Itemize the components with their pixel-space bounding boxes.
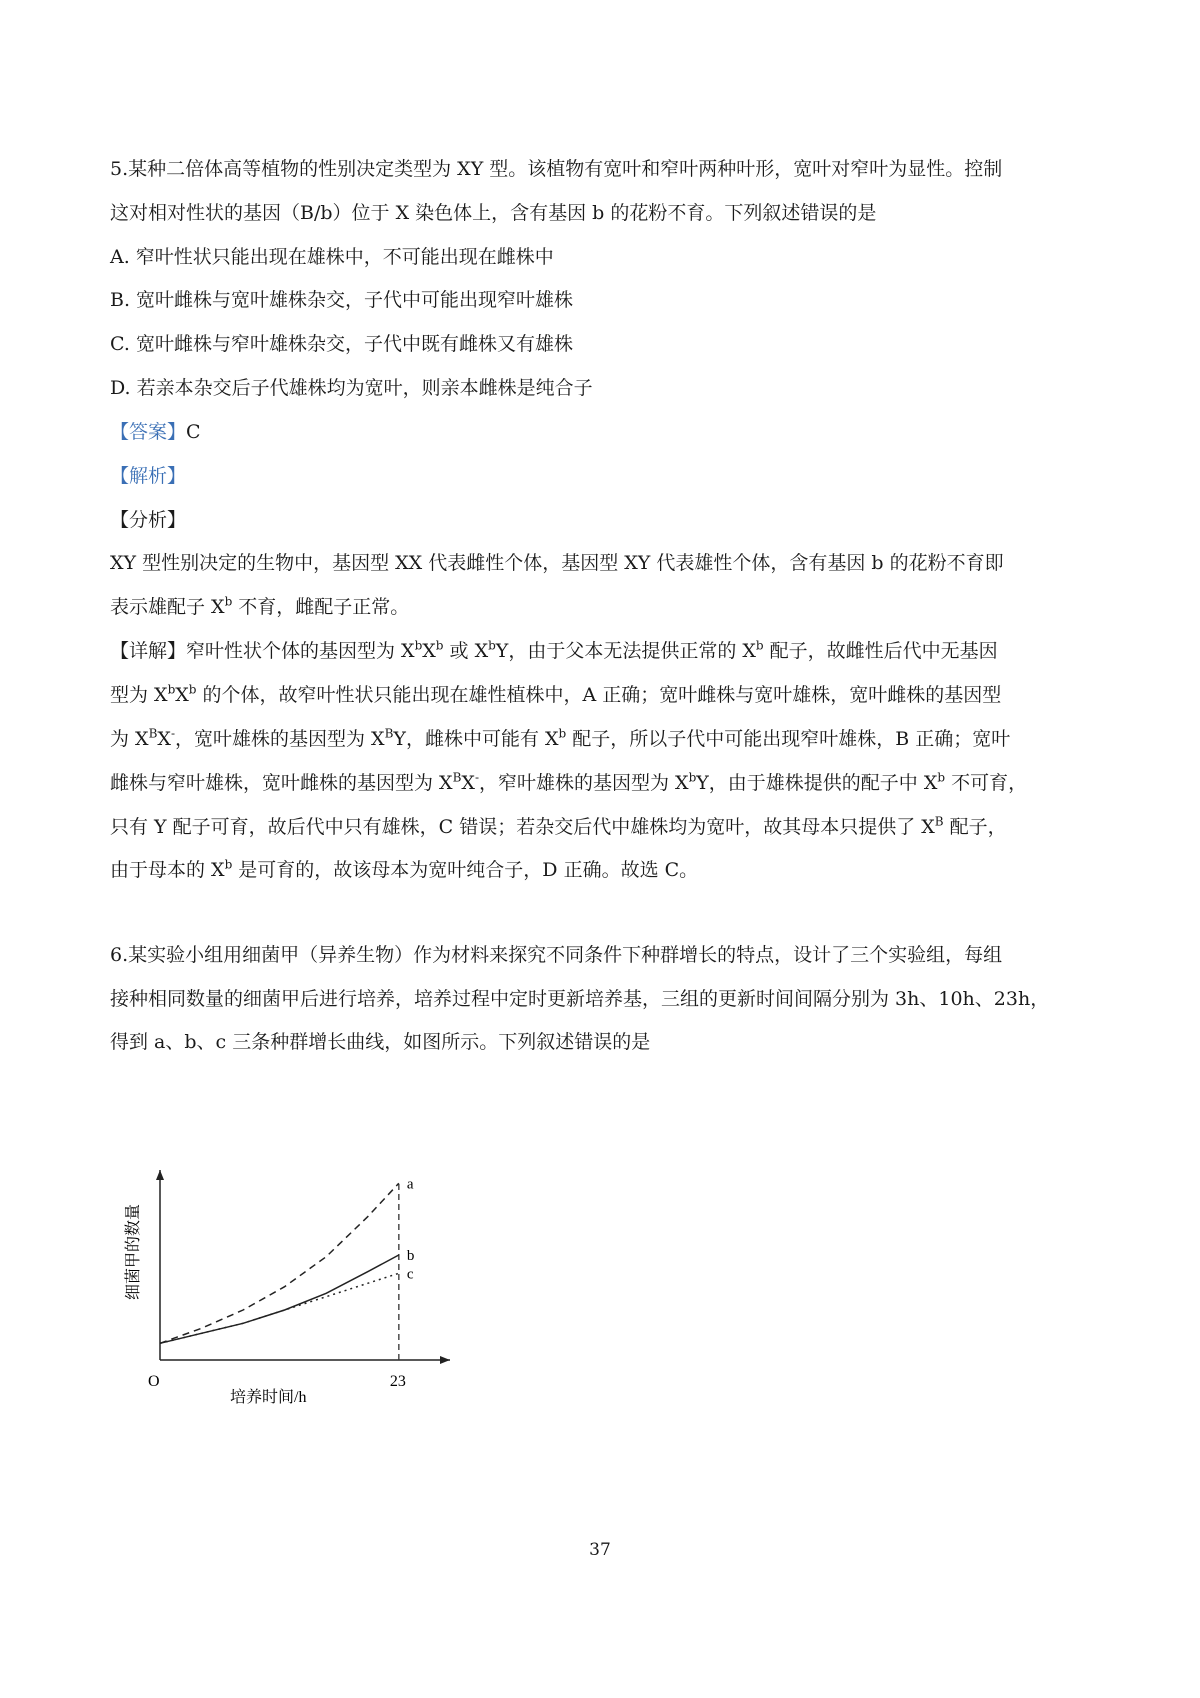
chart-curves — [160, 1183, 399, 1343]
detail-line: 【详解】窄叶性状个体的基因型为 $X^bX^b$ 或 $X^bY$，由于父本无法提供正常的 $X^b$ 配子，故雌性后代中无基因 — [110, 638, 998, 662]
detail-line: 型为 $X^bX^b$ 的个体，故窄叶性状只能出现在雄性植株中，A 正确；宽叶雌株与宽叶雄株，宽叶雌株的基因型 — [110, 682, 1002, 706]
q5-answer — [110, 420, 201, 444]
detail-line: 只有 Y 配子可育，故后代中只有雄株，C 错误；若杂交后代中雄株均为宽叶，故其母本只提供了 $X^B$ 配子， — [110, 814, 1007, 838]
fenxi-tag: 【分析】 — [110, 509, 187, 531]
x-tick-label: 23 — [389, 1373, 406, 1390]
curve-label-b: b — [406, 1248, 415, 1264]
detail-line: 由于母本的 $X^b$ 是可育的，故该母本为宽叶纯合子，D 正确。故选 C。 — [110, 857, 699, 881]
q6-stem-line2: 接种相同数量的细菌甲后进行培养，培养过程中定时更新培养基，三组的更新时间间隔分别为 3h、10h、23h， — [110, 988, 1050, 1010]
y-axis-label: 细菌甲的数量 — [125, 1203, 142, 1300]
curve-a — [160, 1183, 399, 1343]
detail-line: 为 $X^BX^-$，宽叶雄株的基因型为 $X^BY$，雌株中可能有 $X^b$ 配子，所以子代中可能出现窄叶雄株，B 正确；宽叶 — [110, 726, 1011, 750]
fenxi-line2: 表示雄配子 $X^b$ 不育，雌配子正常。 — [110, 594, 410, 618]
curve-label-a: a — [406, 1176, 414, 1193]
origin-label: O — [148, 1373, 160, 1390]
analysis-tag: 【解析】 — [110, 465, 187, 487]
q6-stem-line1: 6.某实验小组用细菌甲（异养生物）作为材料来探究不同条件下种群增长的特点，设计了三个实验组，每组 — [110, 944, 1003, 966]
fenxi-line1: XY 型性别决定的生物中，基因型 XX 代表雌性个体，基因型 XY 代表雄性个体，含有基因 b 的花粉不育即 — [110, 552, 1004, 574]
x-axis-arrow — [440, 1356, 450, 1364]
detail-line: 雌株与窄叶雄株，宽叶雌株的基因型为 $X^BX^-$，窄叶雄株的基因型为 $X^bY$，由于雄株提供的配子中 $X^b$ 不可育， — [110, 770, 1028, 794]
q6-stem-line3: 得到 a、b、c 三条种群增长曲线，如图所示。下列叙述错误的是 — [110, 1031, 651, 1053]
q5-option-b: B. 宽叶雌株与宽叶雄株杂交，子代中可能出现窄叶雄株 — [110, 289, 574, 311]
page-number: 37 — [589, 1540, 611, 1560]
y-axis-arrow — [156, 1170, 164, 1180]
x-axis-label: 培养时间/h — [230, 1389, 307, 1406]
q5-option-a: A. 窄叶性状只能出现在雄株中，不可能出现在雌株中 — [110, 246, 554, 268]
q5-stem-line2: 这对相对性状的基因（B/b）位于 X 染色体上，含有基因 b 的花粉不育。下列叙述错误的是 — [110, 202, 877, 224]
chart-labels — [123, 1176, 414, 1406]
q5-stem-line1: 5.某种二倍体高等植物的性别决定类型为 XY 型。该植物有宽叶和窄叶两种叶形，宽叶对窄叶为显性。控制 — [110, 158, 1003, 180]
population-growth-chart — [110, 1160, 470, 1420]
answer-value: C — [186, 421, 201, 443]
q5-option-d: D. 若亲本杂交后子代雄株均为宽叶，则亲本雌株是纯合子 — [110, 377, 593, 399]
curve-c — [160, 1273, 399, 1343]
q5-option-c: C. 宽叶雌株与窄叶雄株杂交，子代中既有雌株又有雄株 — [110, 333, 573, 355]
answer-tag: 【答案】 — [110, 421, 187, 443]
curve-label-c: c — [406, 1266, 414, 1283]
